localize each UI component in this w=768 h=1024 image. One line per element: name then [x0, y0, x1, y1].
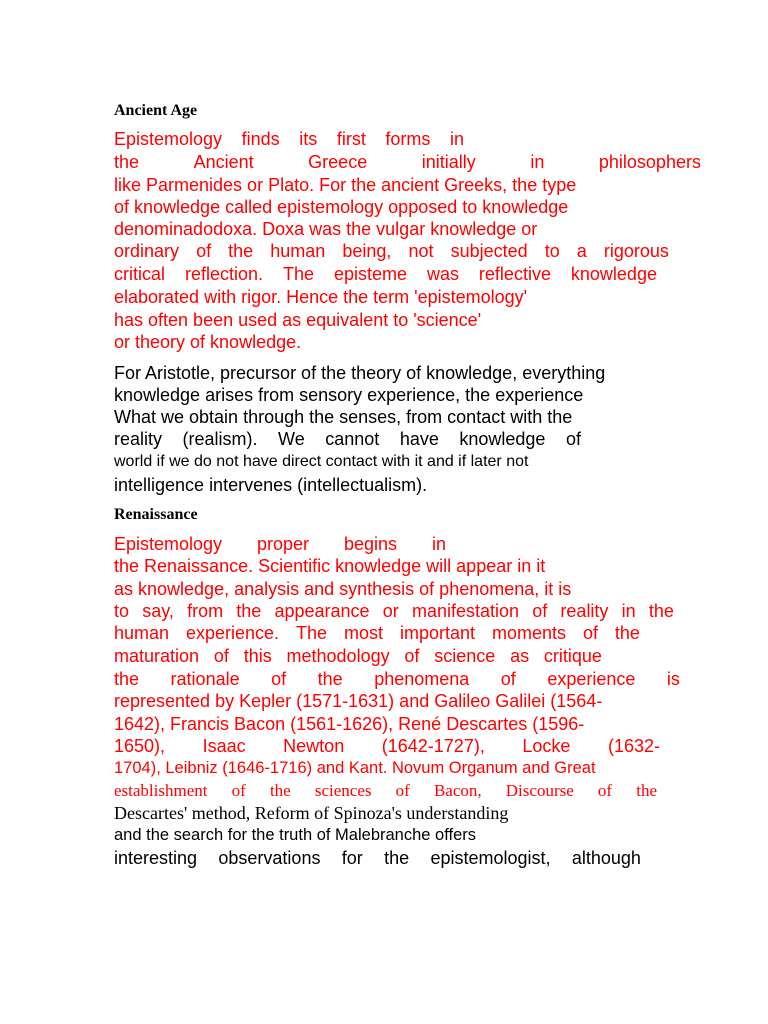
word: episteme: [333, 264, 407, 284]
word: in: [449, 129, 464, 149]
text-line: [114, 428, 581, 450]
justified-line: [114, 240, 669, 262]
word: the: [228, 241, 254, 261]
text-line: represented by Kepler (1571-1631) and Galileo Galilei (1564-: [114, 691, 603, 711]
word: reflective: [478, 264, 551, 284]
word: to: [544, 241, 560, 261]
justified-line: [114, 428, 581, 450]
justified-line: [114, 600, 674, 622]
text-line: of knowledge called epistemology opposed to knowledge: [114, 197, 569, 217]
text-line: [114, 668, 680, 690]
word: most: [344, 623, 384, 643]
word: rigorous: [603, 241, 669, 261]
word: reality: [114, 429, 163, 449]
word: first: [336, 129, 366, 149]
word: science: [434, 646, 496, 666]
word: was: [426, 264, 459, 284]
word: not: [408, 241, 434, 261]
word: a: [576, 241, 587, 261]
word: in: [530, 152, 545, 172]
word: or: [382, 601, 399, 621]
word: Locke: [522, 736, 571, 756]
text-line: 1704), Leibniz (1646-1716) and Kant. Novum Organum and Great: [114, 759, 596, 777]
section-heading-renaissance: Renaissance: [114, 506, 198, 523]
text-line: intelligence intervenes (intellectualism).: [114, 475, 428, 495]
word: critical: [114, 264, 166, 284]
word: this: [243, 646, 272, 666]
word: forms: [385, 129, 431, 149]
text-line: For Aristotle, precursor of the theory of knowledge, everything: [114, 363, 606, 383]
word: ordinary: [114, 241, 180, 261]
text-line: as knowledge, analysis and synthesis of phenomena, it is: [114, 579, 572, 599]
text-line: world if we do not have direct contact with it and if later not: [114, 453, 529, 470]
text-line: What we obtain through the senses, from contact with the: [114, 407, 573, 427]
text-line: has often been used as equivalent to 'science': [114, 310, 482, 330]
word: human: [114, 623, 170, 643]
word: the: [269, 781, 291, 800]
text-line: and the search for the truth of Malebranche offers: [114, 826, 476, 844]
word: the: [614, 623, 640, 643]
word: knowledge: [459, 429, 546, 449]
word: reflection.: [184, 264, 264, 284]
text-line: [114, 847, 641, 869]
text-line: [114, 622, 640, 644]
justified-line: [114, 622, 640, 644]
word: methodology: [286, 646, 390, 666]
word: sciences: [314, 781, 372, 800]
text-line: [114, 735, 660, 757]
word: in: [431, 534, 446, 554]
word: Epistemology: [114, 129, 223, 149]
word: phenomena: [374, 669, 470, 689]
justified-line: [114, 151, 701, 173]
word: rationale: [170, 669, 240, 689]
word: moments: [491, 623, 566, 643]
text-line: the Renaissance. Scientific knowledge will appear in it: [114, 556, 546, 576]
word: proper: [257, 534, 310, 554]
word: of: [395, 781, 410, 800]
word: the: [384, 848, 410, 868]
justified-line: [114, 668, 680, 690]
word: for: [341, 848, 363, 868]
text-line: knowledge arises from sensory experience, the experience: [114, 385, 584, 405]
word: the: [636, 781, 657, 800]
word: knowledge: [570, 264, 657, 284]
word: begins: [343, 534, 398, 554]
word: The: [296, 623, 328, 643]
word: of: [597, 781, 613, 800]
justified-line: [114, 128, 464, 150]
word: of: [532, 601, 548, 621]
text-line: elaborated with rigor. Hence the term 'epistemology': [114, 287, 528, 307]
text-line: [114, 128, 464, 150]
word: the: [114, 152, 140, 172]
word: appearance: [274, 601, 370, 621]
word: the: [236, 601, 262, 621]
word: establishment: [114, 781, 208, 800]
word: of: [565, 429, 581, 449]
word: is: [666, 669, 680, 689]
word: (realism).: [182, 429, 258, 449]
word: subjected: [450, 241, 528, 261]
word: Isaac: [202, 736, 246, 756]
word: maturation: [114, 646, 200, 666]
word: being,: [342, 241, 392, 261]
word: say,: [142, 601, 174, 621]
word: observations: [218, 848, 321, 868]
text-line: [114, 263, 657, 285]
word: 1650),: [114, 736, 166, 756]
word: have: [399, 429, 439, 449]
word: of: [231, 781, 246, 800]
word: (1632-: [607, 736, 660, 756]
word: Newton: [283, 736, 345, 756]
word: of: [500, 669, 516, 689]
word: human: [270, 241, 326, 261]
word: of: [196, 241, 212, 261]
word: as: [510, 646, 530, 666]
word: its: [299, 129, 318, 149]
word: although: [571, 848, 641, 868]
word: critique: [543, 646, 602, 666]
word: finds: [241, 129, 280, 149]
text-line: [114, 151, 701, 173]
justified-line: [114, 263, 657, 285]
word: Epistemology: [114, 534, 223, 554]
word: experience.: [186, 623, 280, 643]
word: Bacon,: [433, 781, 482, 800]
justified-line: [114, 645, 602, 667]
text-line: like Parmenides or Plato. For the ancient Greeks, the type: [114, 175, 577, 195]
text-line: [114, 645, 602, 667]
justified-line: [114, 533, 446, 555]
text-line: Descartes' method, Reform of Spinoza's understanding: [114, 803, 509, 823]
word: of: [213, 646, 229, 666]
text-line: denominadodoxa. Doxa was the vulgar knowledge or: [114, 219, 538, 239]
word: Greece: [308, 152, 368, 172]
word: important: [399, 623, 476, 643]
word: Ancient: [193, 152, 254, 172]
justified-line: [114, 847, 641, 869]
word: manifestation: [411, 601, 520, 621]
word: reality: [560, 601, 609, 621]
word: philosophers: [598, 152, 701, 172]
word: The: [282, 264, 314, 284]
word: initially: [421, 152, 476, 172]
word: interesting: [114, 848, 198, 868]
word: (1642-1727),: [381, 736, 485, 756]
justified-line: [114, 780, 657, 802]
word: of: [582, 623, 598, 643]
text-line: [114, 780, 657, 802]
word: the: [114, 669, 140, 689]
word: epistemologist,: [430, 848, 551, 868]
word: the: [648, 601, 674, 621]
word: experience: [547, 669, 636, 689]
text-line: or theory of knowledge.: [114, 332, 302, 352]
text-line: [114, 600, 674, 622]
word: the: [317, 669, 343, 689]
text-line: 1642), Francis Bacon (1561-1626), René Descartes (1596-: [114, 714, 585, 734]
word: cannot: [325, 429, 380, 449]
word: of: [271, 669, 287, 689]
word: Discourse: [505, 781, 574, 800]
text-line: [114, 240, 669, 262]
text-line: [114, 533, 446, 555]
justified-line: [114, 735, 660, 757]
word: in: [621, 601, 636, 621]
word: We: [278, 429, 305, 449]
section-heading-ancient-age: Ancient Age: [114, 102, 198, 119]
word: of: [404, 646, 420, 666]
word: to: [114, 601, 130, 621]
word: from: [187, 601, 224, 621]
